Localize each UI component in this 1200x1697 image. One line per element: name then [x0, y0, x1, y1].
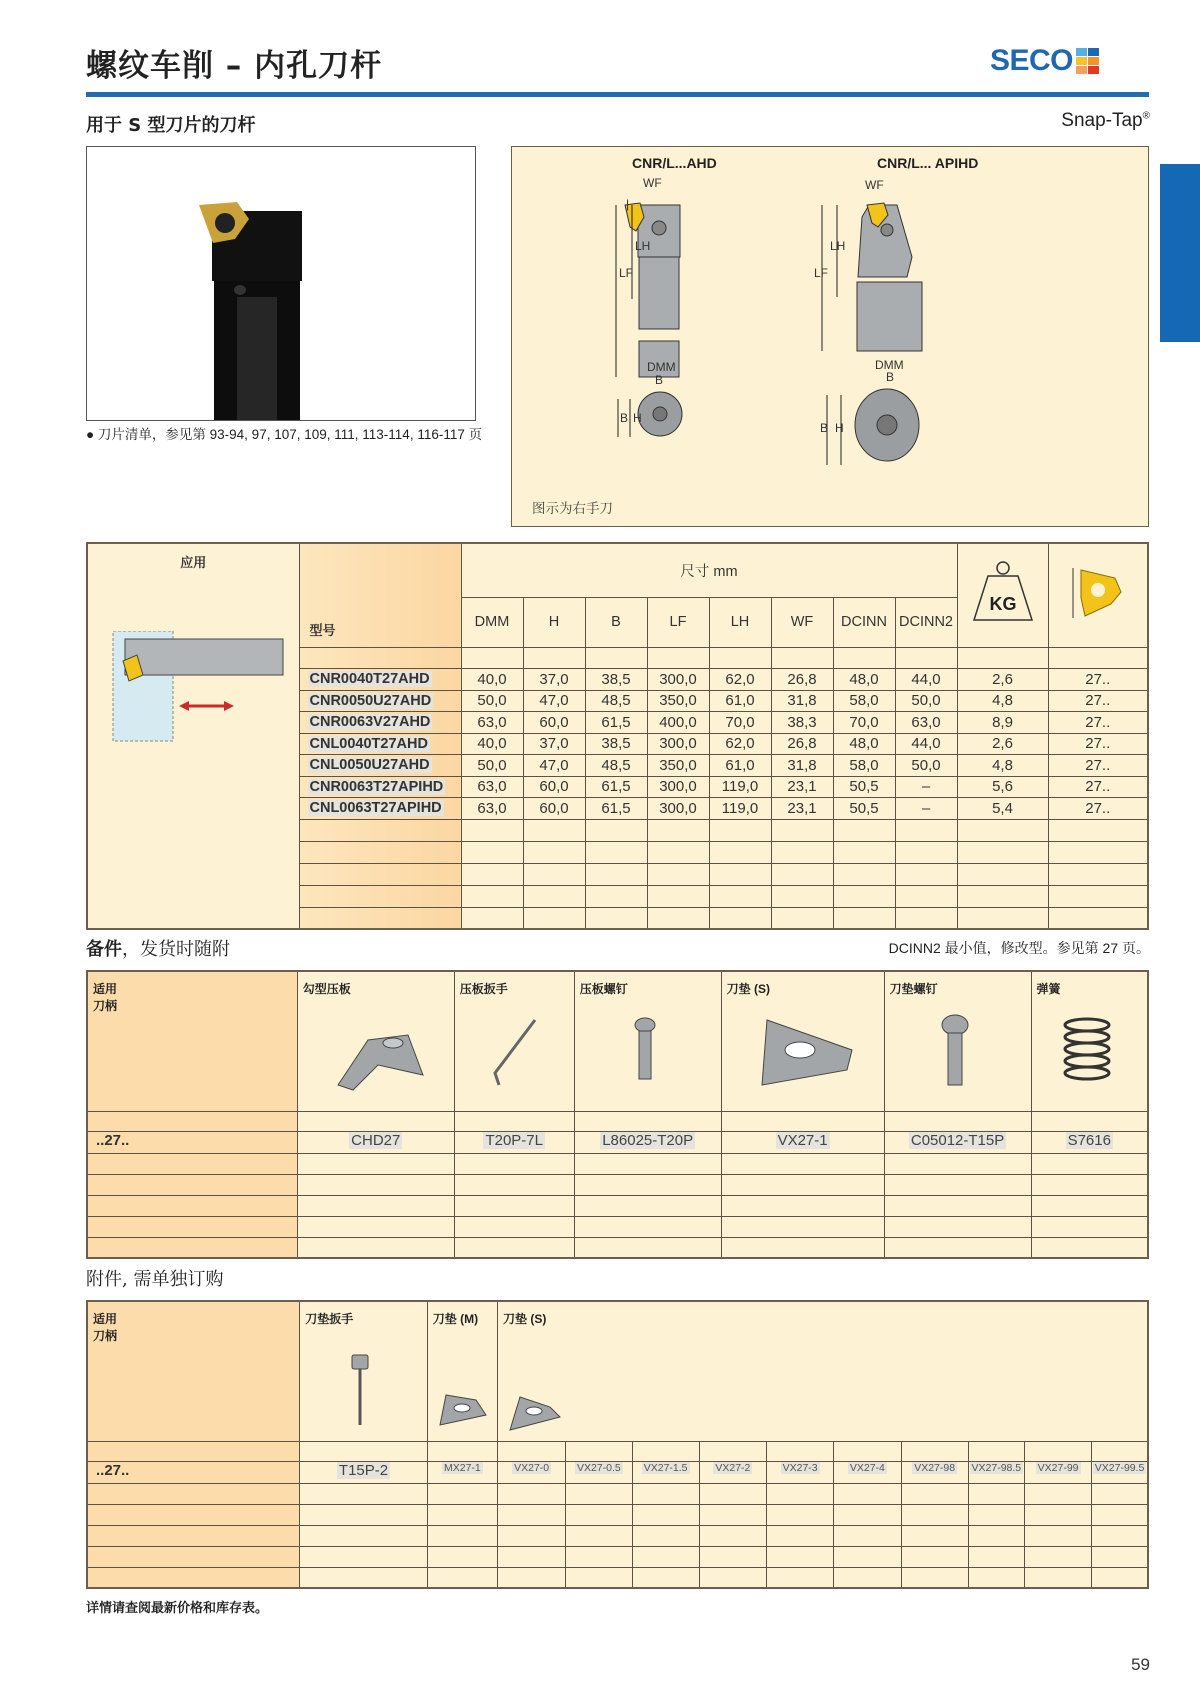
svg-text:B: B [820, 421, 829, 435]
shim-icon [722, 1005, 882, 1095]
col-lf: LF [647, 597, 709, 647]
table-row: CNL0040T27AHD 40,0 37,0 38,5 300,0 62,0 26,8 48,0 44,0 2,6 27.. [87, 733, 1148, 755]
svg-text:B: B [655, 373, 664, 387]
boring-bar-photo-icon [87, 147, 476, 421]
col-dmm: DMM [461, 597, 523, 647]
tool-dimension-drawing-icon [512, 147, 1150, 528]
clamp-screw-header: 压板螺钉 [574, 971, 721, 1111]
clamp-screw-icon [575, 1005, 715, 1095]
part-code: L86025-T20P [602, 1131, 694, 1149]
weight-kg-icon [968, 558, 1038, 628]
model-header [299, 543, 461, 647]
clamp-wrench-header: 压板扳手 [454, 971, 574, 1111]
svg-text:DMM: DMM [647, 360, 676, 374]
diagram-title-apihd: CNR/L... APIHD [877, 155, 979, 171]
shim-s-icon [498, 1335, 578, 1435]
part-code: VX27-1 [777, 1131, 828, 1149]
application-illustration-icon [93, 631, 293, 751]
spare-parts-title-bold: 备件 [86, 939, 122, 960]
insert-shape-icon [1063, 558, 1133, 628]
product-photo [86, 146, 476, 421]
table-row: ..27.. T15P-2 MX27-1 VX27-0 VX27-0.5 VX27-1.5 VX27-2 VX27-3 VX27-4 VX27-98 VX27-98.5 VX27-99 VX27-99.5 [87, 1461, 1148, 1483]
chapter-tab [1160, 164, 1200, 342]
accessories-table [86, 1300, 1149, 1589]
svg-text:KG: KG [989, 594, 1016, 615]
part-code: VX27-1.5 [643, 1461, 688, 1474]
part-code: VX27-99.5 [1094, 1461, 1145, 1474]
col-h: H [523, 597, 585, 647]
product-table [86, 542, 1149, 930]
shim-screw-icon [885, 1005, 1025, 1095]
header-rule [86, 92, 1149, 97]
model-code: CNL0040T27AHD [309, 735, 428, 752]
svg-text:B: B [886, 370, 895, 384]
svg-text:H: H [835, 421, 844, 435]
model-code: CNR0050U27AHD [309, 692, 432, 709]
table-row: CNL0050U27AHD 50,0 47,0 48,5 350,0 61,0 31,8 58,0 50,0 4,8 27.. [87, 755, 1148, 777]
part-code: C05012-T15P [910, 1131, 1005, 1149]
part-code: CHD27 [351, 1131, 401, 1149]
holder-header [87, 971, 297, 1111]
accessories-title: 附件, 需单独订购 [86, 1269, 224, 1290]
model-code: CNL0063T27APIHD [309, 800, 442, 817]
table-row: CNR0040T27AHD 40,0 37,0 38,5 300,0 62,0 26,8 48,0 44,0 2,6 27.. [87, 669, 1148, 691]
table-row: CNR0063V27AHD 63,0 60,0 61,5 400,0 70,0 38,3 70,0 63,0 8,9 27.. [87, 712, 1148, 734]
holder-label-1: 适用 [93, 982, 118, 996]
spring-header: 弹簧 [1031, 971, 1148, 1111]
shim-m-header: 刀垫 (M) [427, 1301, 497, 1441]
right-hand-note: 图示为右手刀 [532, 501, 613, 516]
part-code: VX27-2 [715, 1461, 751, 1474]
logo-text: SECO [990, 44, 1074, 77]
col-b: B [585, 597, 647, 647]
insert-list-text: 刀片清单，参见第 93-94, 97, 107, 109, 111, 113-114, 116-117 页 [97, 427, 483, 442]
wf-label: WF [643, 176, 662, 190]
shim-m-icon [428, 1335, 496, 1435]
part-code: VX27-98.5 [971, 1461, 1022, 1474]
dcinn2-note: DCINN2 最小值，修改型。参见第 27 页。 [888, 940, 1150, 956]
col-lh: LH [709, 597, 771, 647]
model-code: CNR0040T27AHD [309, 671, 430, 688]
part-code: VX27-4 [849, 1461, 885, 1474]
part-code: T15P-2 [338, 1461, 389, 1479]
brand-name: Snap-Tap [1061, 110, 1143, 131]
spring-icon [1032, 1005, 1142, 1095]
svg-text:H: H [633, 411, 642, 425]
brand-label [1061, 110, 1150, 132]
col-wf: WF [771, 597, 833, 647]
clamp-header: 勾型压板 [297, 971, 454, 1111]
holder-label-2: 刀柄 [93, 999, 118, 1013]
diagram-title-ahd: CNR/L...AHD [632, 155, 717, 171]
table-row: ..27.. CHD27 T20P-7L L86025-T20P VX27-1 C05012-T15P S7616 [87, 1131, 1148, 1153]
insert-header [1048, 543, 1148, 647]
weight-header [957, 543, 1048, 647]
application-label: 应用 [180, 555, 207, 570]
svg-text:LH: LH [635, 239, 651, 253]
acc-holder-header [87, 1301, 300, 1441]
holder-label-2: 刀柄 [93, 1329, 118, 1343]
svg-text:|: | [626, 197, 630, 211]
spare-parts-title [86, 935, 230, 961]
svg-text:LF: LF [814, 266, 829, 280]
table-row: CNL0063T27APIHD 63,0 60,0 61,5 300,0 119,0 23,1 50,5 – 5,4 27.. [87, 798, 1148, 820]
svg-text:LH: LH [830, 239, 846, 253]
spare-parts-table [86, 970, 1149, 1259]
dimensions-header: 尺寸 mm [461, 543, 957, 597]
part-code: VX27-98 [914, 1461, 956, 1474]
part-code: VX27-3 [782, 1461, 818, 1474]
shim-s-header: 刀垫 (S) [721, 971, 884, 1111]
part-code: MX27-1 [444, 1461, 481, 1474]
footer-note: 详情请查阅最新价格和库存表。 [86, 1601, 269, 1616]
col-dcinn2: DCINN2 [895, 597, 957, 647]
model-label: 型号 [309, 622, 336, 638]
section-subtitle: 用于 S 型刀片的刀杆 [86, 115, 256, 136]
table-row: CNR0050U27AHD 50,0 47,0 48,5 350,0 61,0 31,8 58,0 50,0 4,8 27.. [87, 690, 1148, 712]
page-title: 螺纹车削 – 内孔刀杆 [86, 48, 383, 84]
clamp-icon [298, 1005, 448, 1095]
hex-key-icon [455, 1005, 570, 1095]
shim-wrench-header: 刀垫扳手 [300, 1301, 427, 1441]
svg-text:DMM: DMM [875, 358, 904, 372]
table-row: CNR0063T27APIHD 63,0 60,0 61,5 300,0 119,0 23,1 50,5 – 5,6 27.. [87, 776, 1148, 798]
col-dcinn: DCINN [833, 597, 895, 647]
model-code: CNR0063T27APIHD [309, 778, 444, 795]
insert-list-note [86, 425, 486, 445]
registered-mark: ® [1142, 110, 1150, 122]
page-number: 59 [1131, 1655, 1150, 1674]
application-cell [87, 543, 299, 929]
seco-logo [990, 44, 1099, 78]
svg-text:LF: LF [619, 266, 634, 280]
svg-text:WF: WF [865, 178, 884, 192]
holder-label-1: 适用 [93, 1312, 118, 1326]
spare-parts-title-rest: ，发货时随附 [122, 939, 230, 960]
part-code: VX27-0 [514, 1461, 550, 1474]
model-code: CNR0063V27AHD [309, 714, 431, 731]
part-code: VX27-0.5 [576, 1461, 621, 1474]
bullet-icon: ● [86, 427, 98, 442]
shim-screw-header: 刀垫螺钉 [884, 971, 1031, 1111]
shim-s-header: 刀垫 (S) [498, 1301, 1148, 1441]
model-code: CNL0050U27AHD [309, 757, 430, 774]
part-code: T20P-7L [485, 1131, 543, 1149]
logo-squares-icon [1076, 48, 1099, 74]
torx-wrench-icon [300, 1335, 425, 1435]
part-code: S7616 [1067, 1131, 1111, 1149]
part-code: VX27-99 [1037, 1461, 1079, 1474]
svg-text:B: B [620, 411, 629, 425]
dimension-diagram [511, 146, 1149, 527]
